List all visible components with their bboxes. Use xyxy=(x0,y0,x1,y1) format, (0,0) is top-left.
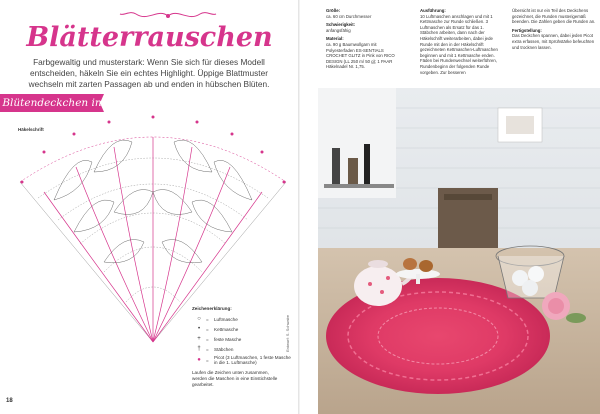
legend-item: + = feste Masche xyxy=(192,334,299,344)
diagram-label: Häkelschrift xyxy=(18,127,44,132)
info-column xyxy=(326,8,406,73)
page-number: 18 xyxy=(6,398,13,404)
material-label: Material: xyxy=(326,36,344,42)
intro-text: Farbgewaltig und musterstark: Wenn Sie sich für dieses Modell entscheiden, häkeln Sie ein echtes Highlight. Üppige Blattmuster wechseln mit zarten Passagen ab und enden in hübschen Blüten. xyxy=(28,57,270,90)
legend-symbol: ● xyxy=(197,357,201,363)
size-text: ca. 60 cm Durchmesser xyxy=(326,13,372,19)
legend-label: Kettmasche xyxy=(214,326,239,332)
left-page xyxy=(0,0,299,414)
instructions-label: Ausführung: xyxy=(420,8,446,13)
symbol-legend xyxy=(192,306,299,388)
legend-title: Zeichenerklärung: xyxy=(192,306,232,311)
difficulty-label: Schwierigkeit: xyxy=(326,22,356,28)
finishing-text: Das Deckchen spannen, dabei jeden Picot extra erfassen, mit Sprühstärke befeuchten und trocknen lassen. xyxy=(512,33,595,50)
legend-symbol: † xyxy=(197,346,201,352)
size-label: Größe: xyxy=(326,8,341,13)
legend-label: Picot (3 Luftmaschen, 1 feste Masche in die 1. Luftmasche) xyxy=(214,355,291,365)
section-banner-label: Blütendeckchen in Pink xyxy=(2,97,102,125)
legend-item: ○ = Luftmasche xyxy=(192,314,299,324)
legend-symbol: + xyxy=(197,336,201,342)
finishing-column xyxy=(512,8,596,53)
legend-symbol: ○ xyxy=(197,316,201,322)
continuation-text: Übersicht ist nur ein Teil des Deckchens gezeichnet, die Runden musterigemäß beenden. Die Zahlen geben die Runden an. xyxy=(512,8,596,25)
legend-label: feste Masche xyxy=(214,336,242,342)
legend-item: ● = Picot (3 Luftmaschen, 1 feste Masche in die 1. Luftmasche) xyxy=(192,354,299,366)
legend-note: Laufen die Zeichen unten zusammen, werden die Maschen in eine Einstichstelle gearbeitet. xyxy=(192,370,278,387)
legend-label: Stäbchen xyxy=(214,346,234,352)
legend-symbol: • xyxy=(197,326,201,332)
page-title: Blätterrauschen xyxy=(26,22,273,53)
legend-item: • = Kettmasche xyxy=(192,324,299,334)
legend-label: Luftmasche xyxy=(214,316,238,322)
finishing-label: Fertigstellung: xyxy=(512,27,542,33)
instructions-column xyxy=(420,8,502,78)
material-text: ca. 90 g Baumwollgarn mit Polyesterfaden ES-SENTIALS CROCHET GLITZ in Pink von RICO DESIGN (LL 250 m/ 50 g); 1 PAAR Häkelnadel Nr. 1,75. xyxy=(326,41,395,70)
legend-item: † = Stäbchen xyxy=(192,344,299,354)
doily-photo xyxy=(318,88,600,414)
difficulty-text: anfangsfähig xyxy=(326,27,351,33)
instructions-text: 10 Luftmaschen anschlagen und mit 1 Kettmasche zur Runde schließen. 3 Luftmaschen als Ersatz für das 1. Stäbchen arbeiten, dann nach der Häkelschrift weiterarbeiten, dabei jede Runde mit den in der Häkelschrift gezeichneten Kettmaschen-Luftmaschen beginnen und mit 1 Kettmasche enden. Fäden bei Rundenwechsel weiterführen, Rundenbeginn der folgenden Runde vorgeben. Zur besseren xyxy=(420,13,498,75)
design-credit: Entwurf: S. Schwabe xyxy=(285,314,290,352)
